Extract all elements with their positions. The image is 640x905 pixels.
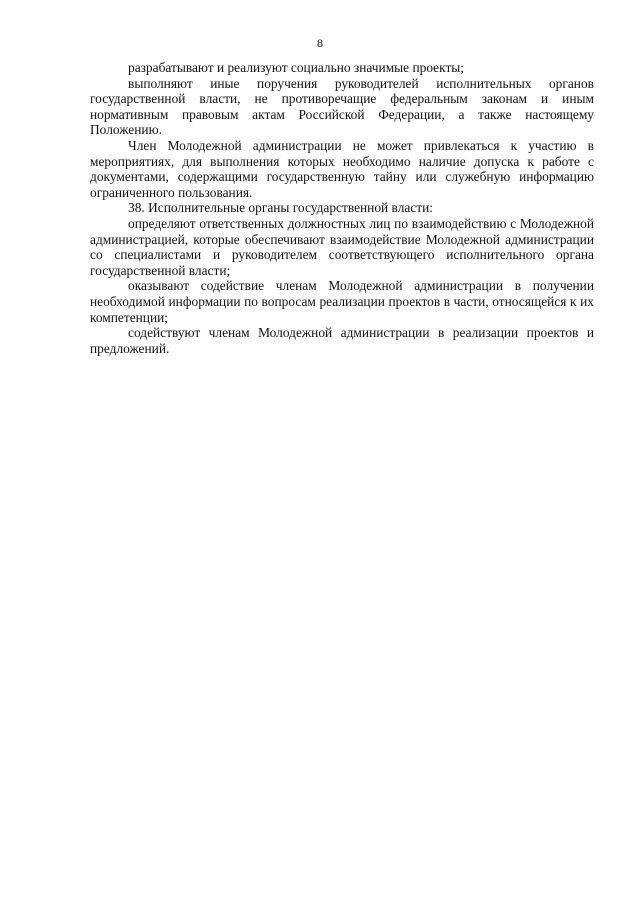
page-number: 8: [317, 36, 323, 50]
paragraph-line: нормативным правовым актам Российской Федерации, а также настоящему: [90, 106, 594, 122]
paragraph-line: к их компетенции;: [90, 293, 594, 325]
paragraph-line: Член Молодежной администрации не может привлекаться к участию: [128, 137, 577, 153]
paragraph-line: разрабатывают и реализуют социально значимые проекты;: [128, 60, 465, 75]
paragraph-line: оказывают содействие членам Молодежной администрации в получении: [128, 278, 594, 294]
document-body: [90, 60, 594, 356]
paragraph-6: [90, 278, 594, 325]
paragraph-line: информацию ограниченного пользования.: [90, 169, 594, 200]
paragraph-line: в мероприятиях, для выполнения которых необходимо наличие допуска к работе: [90, 137, 594, 169]
paragraph-line: выполняют иные поручения руководителей исполнительных органов: [128, 75, 594, 91]
paragraph-line: государственной власти, не противоречащие федеральным законам и иным: [90, 91, 594, 107]
paragraph-line: 38. Исполнительные органы государственной власти:: [128, 200, 434, 216]
paragraph-line: Молодежной администрации со специалистами и руководителем: [90, 231, 594, 263]
paragraph-line: и предложений.: [90, 325, 594, 356]
paragraph-line: с Молодежной администрацией, которые обеспечивают взаимодействие: [90, 215, 594, 247]
paragraph-line: определяют ответственных должностных лиц по взаимодействию: [128, 215, 507, 231]
paragraph-1: [90, 60, 594, 76]
paragraph-4: [90, 200, 594, 216]
paragraph-line: Положению.: [90, 122, 162, 138]
paragraph-line: содействуют членам Молодежной администрации в реализации проектов: [128, 325, 579, 341]
paragraph-2: [90, 76, 594, 138]
paragraph-7: [90, 325, 594, 356]
paragraph-3: [90, 138, 594, 200]
paragraph-line: соответствующего исполнительного органа государственной власти;: [90, 247, 594, 278]
paragraph-line: необходимой информации по вопросам реализации проектов в части, относящейся: [90, 293, 567, 309]
paragraph-5: [90, 216, 594, 278]
paragraph-line: с документами, содержащими государственную тайну или служебную: [90, 153, 594, 185]
